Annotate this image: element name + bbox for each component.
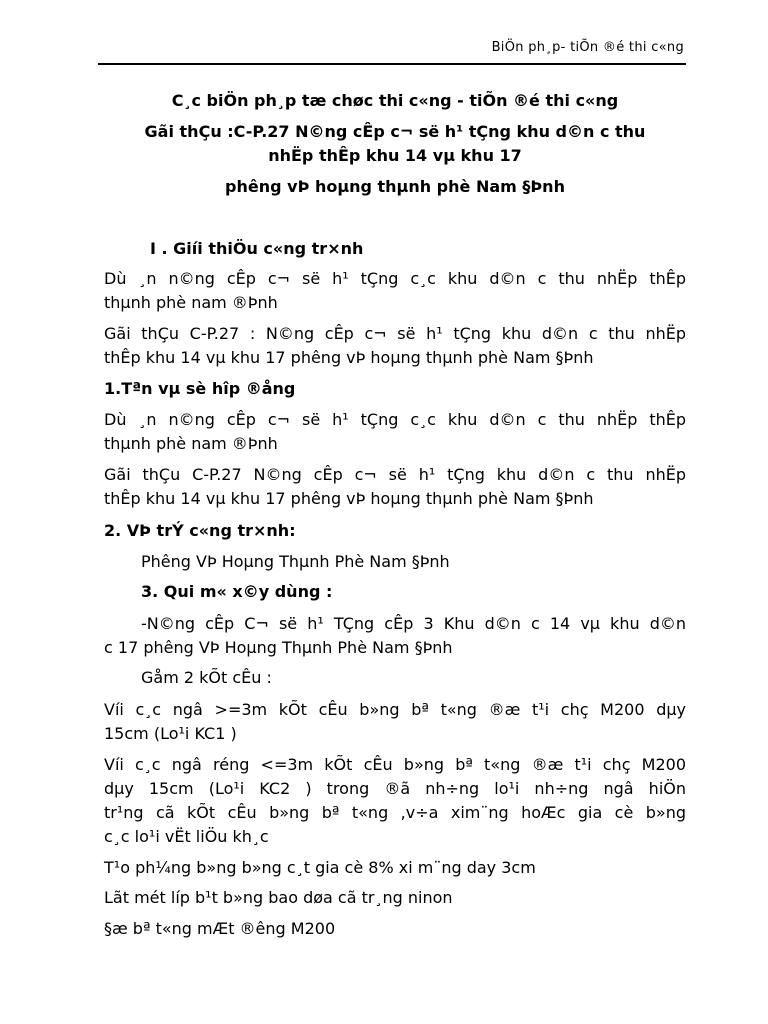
paragraph-1-line-2: thµnh phè nam ®Þnh — [104, 293, 278, 312]
paragraph-9-line-1: Víi c¸c ngâ réng <=3m kÕt cÊu b»ng bª t«ng ®æ t¹i chç M200 — [104, 755, 686, 774]
section-3-heading: 3. Qui m« x©y dùng : — [141, 582, 333, 601]
package-title-line-1: Gãi thÇu :C-P.27 N©ng cÊp c¬ së h¹ tÇng khu d©n c thu — [144, 122, 646, 141]
section-2-heading: 2. VÞ trÝ c«ng tr×nh: — [104, 521, 296, 540]
paragraph-1-line-1: Dù ¸n n©ng cÊp c¬ së h¹ tÇng c¸c khu d©n c thu nhËp thÊp — [104, 269, 686, 288]
header-rule — [98, 63, 686, 65]
ward-title: phêng vÞ hoµng thµnh phè Nam §Þnh — [225, 177, 565, 196]
paragraph-9-line-4: c¸c lo¹i vËt liÖu kh¸c — [104, 827, 269, 846]
paragraph-4-line-1: Gãi thÇu C-P.27 N©ng cÊp c¬ së h¹ tÇng khu d©n c thu nhËp — [104, 465, 686, 484]
paragraph-9-line-2: dµy 15cm (Lo¹i KC2 ) trong ®ã nh÷ng lo¹i nh÷ng ngâ hiÖn — [104, 779, 686, 798]
document-title: C¸c biÖn ph¸p tæ chøc thi c«ng - tiÕn ®é thi c«ng — [171, 91, 619, 110]
paragraph-6-line-1: -N©ng cÊp C¬ së h¹ TÇng cÊp 3 Khu d©n c 14 vµ khu d©n — [141, 614, 686, 633]
paragraph-6-line-2: c 17 phêng VÞ Hoµng Thµnh Phè Nam §Þnh — [104, 638, 453, 657]
paragraph-11: Lãt mét líp b¹t b»ng bao døa cã tr¸ng ninon — [104, 888, 453, 907]
paragraph-3-line-2: thµnh phè nam ®Þnh — [104, 434, 278, 453]
paragraph-12: §æ bª t«ng mÆt ®êng M200 — [104, 919, 336, 938]
paragraph-8-line-2: 15cm (Lo¹i KC1 ) — [104, 724, 237, 743]
paragraph-3-line-1: Dù ¸n n©ng cÊp c¬ së h¹ tÇng c¸c khu d©n c thu nhËp thÊp — [104, 410, 686, 429]
paragraph-4-line-2: thÊp khu 14 vµ khu 17 phêng vÞ hoµng thµnh phè Nam §Þnh — [104, 489, 594, 508]
package-title-line-2: nhËp thÊp khu 14 vµ khu 17 — [268, 146, 522, 165]
paragraph-2-line-2: thÊp khu 14 vµ khu 17 phêng vÞ hoµng thµnh phè Nam §Þnh — [104, 348, 594, 367]
running-header: BiÖn ph¸p- tiÕn ®é thi c«ng — [491, 40, 684, 55]
section-1-heading: 1.Tªn vµ sè hîp ®ång — [104, 379, 296, 398]
paragraph-9-line-3: tr¹ng cã kÕt cÊu b»ng bª t«ng ,v÷a xim¨ng hoÆc gia cè b»ng — [104, 803, 686, 822]
paragraph-10: T¹o ph¼ng b»ng b»ng c¸t gia cè 8% xi m¨ng day 3cm — [104, 858, 536, 877]
paragraph-2-line-1: Gãi thÇu C-P.27 : N©ng cÊp c¬ së h¹ tÇng khu d©n c thu nhËp — [104, 324, 686, 343]
paragraph-8-line-1: Víi c¸c ngâ >=3m kÕt cÊu b»ng bª t«ng ®æ t¹i chç M200 dµy — [104, 700, 686, 719]
paragraph-7: Gåm 2 kÕt cÊu : — [141, 668, 272, 687]
paragraph-5: Phêng VÞ Hoµng Thµnh Phè Nam §Þnh — [141, 552, 450, 571]
section-intro-heading: I . Giíi thiÖu c«ng tr×nh — [150, 239, 364, 258]
